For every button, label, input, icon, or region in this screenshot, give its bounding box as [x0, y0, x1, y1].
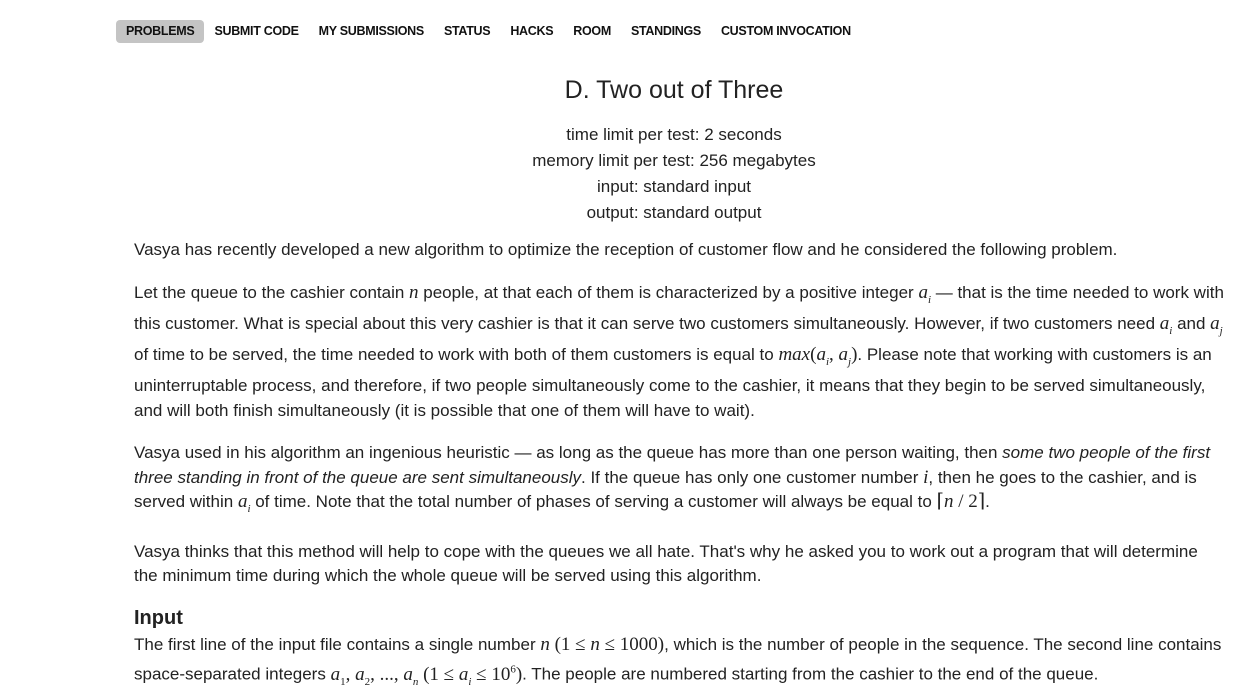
problem-statement: [134, 238, 1224, 694]
input-section-title: Input: [134, 606, 183, 629]
text: . Please note that working with customers is an uninterruptable process, and therefore, if two people simultaneously come to the cashier, it means that they begin to be served simultaneously, and will both finish simultaneously (it is possible that one of them will have to wait).: [134, 345, 1212, 420]
text: . The people are numbered starting from the cashier to the end of the queue.: [522, 664, 1099, 684]
math-ai: $a_i$: [918, 281, 931, 306]
math-ai: $a_i$: [237, 491, 251, 516]
menu-problems[interactable]: PROBLEMS: [116, 20, 204, 43]
text: The first line of the input file contains a single number: [134, 634, 541, 654]
problem-title: D. Two out of Three: [564, 76, 784, 104]
statement-paragraph-2: [134, 281, 1224, 424]
text: people, at that each of them is characterized by a positive integer: [418, 282, 919, 302]
math-ceil: ⌈n / 2⌉: [936, 491, 986, 513]
input-section-body: [134, 633, 1224, 694]
text: — that is the time needed to work with this customer. What is special about this very cashier is that it can serve two customers simultaneously. However, if two customers need: [134, 282, 1224, 333]
statement-paragraph-4: Vasya thinks that this method will help to cope with the queues we all hate. That's why he asked you to work out a program that will determine the minimum time during which the whole queue will be served using this algorithm.: [134, 541, 1198, 586]
math-a-list: $a_1$, $a_2$, ..., $a_n$ $(1 \le a_i \le 10^6)$: [330, 663, 523, 688]
text: . If the queue has only one customer number: [581, 467, 924, 487]
math-n-range: n (1 ≤ n ≤ 1000): [540, 633, 665, 655]
text: .: [985, 492, 990, 512]
menu-standings[interactable]: STANDINGS: [630, 24, 701, 38]
math-aj: $a_j$: [1210, 312, 1223, 337]
text: and: [1172, 313, 1211, 333]
time-limit: time limit per test: 2 seconds: [566, 125, 782, 144]
problem-menu: [116, 20, 861, 43]
menu-my-submissions[interactable]: MY SUBMISSIONS: [318, 24, 424, 38]
math-max-args: ($a_i$, $a_j$): [810, 344, 858, 368]
menu-status[interactable]: STATUS: [443, 24, 491, 38]
text: of time. Note that the total number of phases of serving a customer will always be equal to: [250, 492, 937, 512]
text: Vasya used in his algorithm an ingenious heuristic — as long as the queue has more than one person waiting, then: [134, 443, 1003, 463]
menu-room[interactable]: ROOM: [573, 24, 611, 38]
math-n: n: [409, 281, 419, 303]
emphasis: some two people of the first three standing in front of the queue are sent simultaneously: [134, 443, 1211, 487]
menu-submit-code[interactable]: SUBMIT CODE: [214, 24, 299, 38]
memory-limit: memory limit per test: 256 megabytes: [532, 151, 816, 170]
menu-custom-invocation[interactable]: CUSTOM INVOCATION: [720, 24, 851, 38]
text: Let the queue to the cashier contain: [134, 282, 410, 302]
math-ai: $a_i$: [1159, 312, 1173, 337]
text: , then he goes to the cashier, and is served within: [134, 467, 1197, 512]
text: of time to be served, the time needed to work with both of them customers is equal to: [134, 345, 779, 365]
problem-header: [0, 74, 1240, 226]
text: , which is the number of people in the sequence. The second line contains space-separated integers: [134, 634, 1222, 684]
input-spec: input: standard input: [596, 177, 752, 196]
math-i: i: [923, 466, 929, 488]
output-spec: output: standard output: [586, 203, 762, 222]
statement-paragraph-3: [134, 441, 1224, 521]
statement-paragraph-1: Vasya has recently developed a new algorithm to optimize the reception of customer flow and he considered the following problem.: [134, 240, 1118, 259]
math-max: max: [778, 344, 811, 366]
menu-hacks[interactable]: HACKS: [510, 24, 554, 38]
